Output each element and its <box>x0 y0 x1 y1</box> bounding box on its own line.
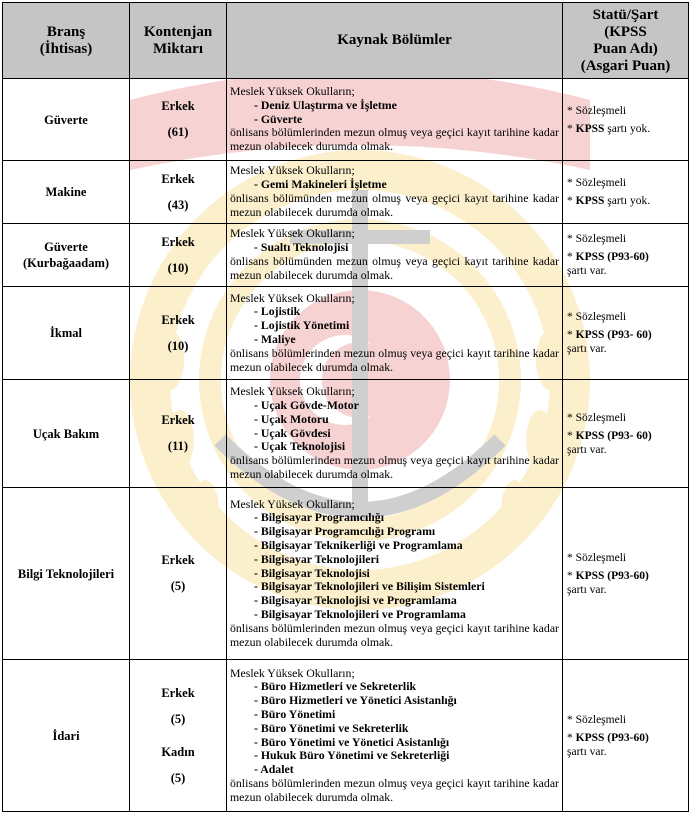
kontenjan-gender: Erkek <box>161 171 195 186</box>
statu-kpss <box>567 731 684 759</box>
kaynak-item: - Lojistik <box>254 304 301 319</box>
kaynak-item: - Bilgisayar Programcılığı <box>254 510 384 525</box>
statu-kpss-note: şartı var. <box>567 343 607 355</box>
statu-kpss-label: KPSS (P93- 60) <box>575 429 652 442</box>
brans-name: (Kurbağaadam) <box>22 256 110 270</box>
kontenjan-group <box>132 98 224 141</box>
statu-bullet: * <box>567 569 576 582</box>
statu-kpss-label: KPSS (P93- 60) <box>575 329 652 341</box>
statu-kpss-label: KPSS <box>575 195 605 207</box>
kaynak-item: - Bilgisayar Teknolojisi <box>254 565 370 580</box>
kaynak-item: - Bilgisayar Teknolojileri ve Bilişim Sistemleri <box>254 579 485 594</box>
kaynak-outro: önlisans bölümünden mezun olmuş veya geçici kayıt tarihine kadar mezun olabilecek durumda olmak. <box>230 191 559 219</box>
recruitment-table <box>2 2 689 812</box>
statu-kpss-label: KPSS (P93-60) <box>575 251 649 263</box>
header-statu-line4: (Asgari Puan) <box>580 57 671 74</box>
kontenjan-count: (43) <box>167 197 189 212</box>
kaynak-item: - Bilgisayar Teknolojileri ve Programlama <box>254 606 466 621</box>
kaynak-cell <box>227 79 563 161</box>
statu-contract: * Sözleşmeli <box>567 104 627 117</box>
kaynak-item: - Büro Yönetimi <box>254 706 336 721</box>
statu-kpss-note: şartı var. <box>567 265 607 277</box>
statu-kpss-label: KPSS (P93-60) <box>575 731 649 744</box>
brans-name: İdari <box>52 728 80 743</box>
kaynak-intro: Meslek Yüksek Okulların; <box>230 384 355 399</box>
brans-cell <box>3 660 130 812</box>
kaynak-item: - Sualtı Teknolojisi <box>254 240 349 255</box>
header-kontenjan <box>130 3 227 79</box>
kaynak-item: - Uçak Gövde-Motor <box>254 398 359 412</box>
kontenjan-gender: Erkek <box>161 99 195 113</box>
kontenjan-gender: Erkek <box>161 413 195 427</box>
brans-cell <box>3 161 130 224</box>
kaynak-item: - Lojistik Yönetimi <box>254 318 350 333</box>
statu-cell <box>563 380 689 488</box>
kaynak-intro: Meslek Yüksek Okulların; <box>230 226 355 241</box>
brans-cell <box>3 79 130 161</box>
kaynak-item: - Uçak Teknolojisi <box>254 439 346 454</box>
kontenjan-cell <box>130 660 227 812</box>
statu-bullet: * <box>567 429 576 442</box>
kaynak-cell <box>227 287 563 380</box>
kaynak-cell <box>227 161 563 224</box>
kontenjan-group <box>132 685 224 728</box>
header-kontenjan-line2: Miktarı <box>153 40 203 57</box>
kaynak-intro: Meslek Yüksek Okulların; <box>230 290 355 305</box>
table-row <box>3 488 689 660</box>
kontenjan-gender: Erkek <box>161 685 195 700</box>
header-kaynak: Kaynak Bölümler <box>227 3 563 79</box>
statu-kpss <box>567 250 684 278</box>
statu-cell <box>563 287 689 380</box>
statu-bullet: * <box>567 195 576 207</box>
statu-kpss <box>567 194 684 208</box>
brans-cell <box>3 224 130 287</box>
kontenjan-group <box>132 744 224 787</box>
header-statu-line3: Puan Adı) <box>593 40 658 57</box>
kontenjan-count: (5) <box>170 770 186 785</box>
kontenjan-gender: Erkek <box>161 312 195 327</box>
kontenjan-count: (5) <box>170 579 186 593</box>
statu-cell <box>563 161 689 224</box>
kaynak-outro: önlisans bölümünden mezun olmuş veya geçici kayıt tarihine kadar mezun olabilecek durumda olmak. <box>230 254 559 282</box>
brans-name: Makine <box>45 185 87 199</box>
kontenjan-group <box>132 552 224 595</box>
statu-kpss-note: şartı var. <box>567 443 607 456</box>
kaynak-item: - Hukuk Büro Yönetimi ve Sekreterliği <box>254 748 450 763</box>
kaynak-outro: önlisans bölümlerinden mezun olmuş veya geçici kayıt tarihine kadar mezun olabilecek durumda olmak. <box>230 125 559 154</box>
statu-kpss-label: KPSS <box>575 122 605 135</box>
statu-contract: * Sözleşmeli <box>567 411 627 424</box>
statu-kpss-note: şartı yok. <box>604 195 651 207</box>
kaynak-item: - Bilgisayar Teknolojileri <box>254 551 379 566</box>
brans-name: Güverte <box>44 112 88 127</box>
table-row <box>3 161 689 224</box>
kontenjan-gender: Kadın <box>161 744 195 759</box>
statu-contract: * Sözleşmeli <box>567 311 627 323</box>
table-row <box>3 79 689 161</box>
statu-kpss-note: şartı yok. <box>604 122 651 135</box>
kontenjan-group <box>132 312 224 355</box>
kontenjan-cell <box>130 161 227 224</box>
header-statu-line1: Statü/Şart <box>592 6 659 23</box>
kaynak-intro: Meslek Yüksek Okulların; <box>230 84 355 98</box>
brans-cell <box>3 488 130 660</box>
header-row <box>3 3 689 79</box>
statu-kpss-label: KPSS (P93-60) <box>575 569 649 582</box>
statu-kpss <box>567 122 684 136</box>
kontenjan-count: (10) <box>167 338 189 353</box>
statu-kpss <box>567 569 684 597</box>
kaynak-item: - Güverte <box>254 111 303 126</box>
brans-name: Bilgi Teknolojileri <box>17 566 115 581</box>
kaynak-item: - Büro Hizmetleri ve Yönetici Asistanlığı <box>254 693 457 708</box>
kaynak-item: - Maliye <box>254 332 296 346</box>
kontenjan-cell <box>130 79 227 161</box>
statu-cell <box>563 488 689 660</box>
statu-contract: * Sözleşmeli <box>567 551 627 564</box>
kontenjan-count: (61) <box>167 125 189 139</box>
kontenjan-count: (10) <box>167 260 189 275</box>
kaynak-item: - Bilgisayar Programcılığı Programı <box>254 524 436 539</box>
brans-name: İkmal <box>50 326 82 340</box>
statu-bullet: * <box>567 731 576 744</box>
table-row <box>3 380 689 488</box>
table-row <box>3 287 689 380</box>
kontenjan-gender: Erkek <box>161 553 195 567</box>
kaynak-item: - Deniz Ulaştırma ve İşletme <box>254 97 397 112</box>
header-statu-line2: (KPSS <box>604 23 647 40</box>
kaynak-intro: Meslek Yüksek Okulların; <box>230 665 355 680</box>
statu-cell <box>563 224 689 287</box>
kaynak-item: - Bilgisayar Teknikerliği ve Programlama <box>254 538 463 552</box>
statu-kpss <box>567 328 684 356</box>
kontenjan-gender: Erkek <box>161 234 195 249</box>
kaynak-item: - Uçak Motoru <box>254 411 329 426</box>
brans-name: Uçak Bakım <box>32 426 100 441</box>
header-brans-line2: (İhtisas) <box>39 40 93 57</box>
kaynak-item: - Uçak Gövdesi <box>254 425 331 440</box>
kaynak-cell <box>227 488 563 660</box>
statu-cell <box>563 79 689 161</box>
kaynak-outro: önlisans bölümlerinden mezun olmuş veya geçici kayıt tarihine kadar mezun olabilecek durumda olmak. <box>230 620 559 649</box>
statu-bullet: * <box>567 122 576 135</box>
kontenjan-cell <box>130 287 227 380</box>
kontenjan-cell <box>130 380 227 488</box>
statu-kpss-note: şartı var. <box>567 583 607 596</box>
kontenjan-cell <box>130 488 227 660</box>
kaynak-intro: Meslek Yüksek Okulların; <box>230 163 355 178</box>
statu-bullet: * <box>567 329 576 341</box>
kaynak-outro: önlisans bölümlerinden mezun olmuş veya geçici kayıt tarihine kadar mezun olabilecek durumda olmak. <box>230 775 559 804</box>
kaynak-outro: önlisans bölümlerinden mezun olmuş veya geçici kayıt tarihine kadar mezun olabilecek durumda olmak. <box>230 453 559 481</box>
kaynak-item: - Büro Yönetimi ve Sekreterlik <box>254 720 409 735</box>
table-row <box>3 224 689 287</box>
kaynak-cell <box>227 224 563 287</box>
kontenjan-group <box>132 171 224 214</box>
statu-cell <box>563 660 689 812</box>
statu-bullet: * <box>567 251 576 263</box>
header-statu <box>563 3 689 79</box>
header-brans <box>3 3 130 79</box>
kontenjan-cell <box>130 224 227 287</box>
kaynak-cell <box>227 380 563 488</box>
statu-kpss-note: şartı var. <box>567 745 607 758</box>
table-row <box>3 660 689 812</box>
brans-cell <box>3 287 130 380</box>
kaynak-item: - Adalet <box>254 762 294 777</box>
kontenjan-group <box>132 234 224 277</box>
kontenjan-group <box>132 412 224 455</box>
brans-cell <box>3 380 130 488</box>
kaynak-item: - Büro Yönetimi ve Yönetici Asistanlığı <box>254 734 450 749</box>
statu-contract: * Sözleşmeli <box>567 233 627 245</box>
kaynak-item: - Gemi Makineleri İşletme <box>254 177 387 192</box>
brans-name: Güverte <box>44 240 88 254</box>
kaynak-item: - Bilgisayar Teknolojisi ve Programlama <box>254 593 457 608</box>
statu-contract: * Sözleşmeli <box>567 713 627 726</box>
header-kontenjan-line1: Kontenjan <box>143 23 213 40</box>
statu-contract: * Sözleşmeli <box>567 177 627 189</box>
statu-kpss <box>567 429 684 457</box>
kontenjan-count: (5) <box>170 711 186 726</box>
kaynak-cell <box>227 660 563 812</box>
kaynak-outro: önlisans bölümlerinden mezun olmuş veya geçici kayıt tarihine kadar mezun olabilecek durumda olmak. <box>230 345 559 374</box>
kontenjan-count: (11) <box>167 439 189 453</box>
header-brans-line1: Branş <box>46 23 86 40</box>
kaynak-intro: Meslek Yüksek Okulların; <box>230 496 355 511</box>
kaynak-item: - Büro Hizmetleri ve Sekreterlik <box>254 679 417 694</box>
